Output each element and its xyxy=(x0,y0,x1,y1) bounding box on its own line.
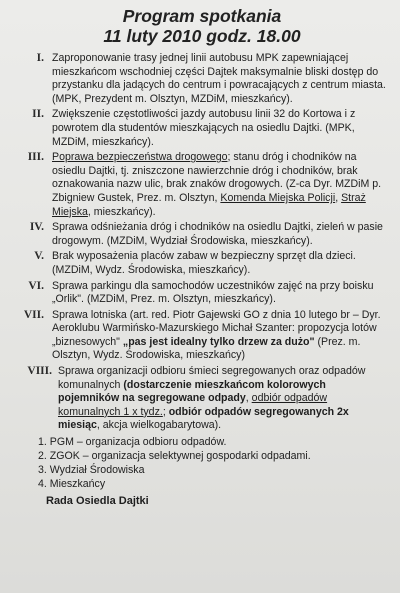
item-number: III. xyxy=(27,151,44,164)
underlined-text: odbiór odpadów komunalnych 1 x tydz. xyxy=(58,392,328,418)
item-text xyxy=(52,151,390,219)
bold-text: odbiór odpadów segregowanych 2x miesiąc xyxy=(58,405,349,432)
agenda-item-1 xyxy=(14,52,390,106)
list-item: 2. ZGOK – organizacja selektywnej gospodarki odpadami. xyxy=(38,450,311,463)
underlined-text: Poprawa bezpieczeństwa drogowego xyxy=(52,151,228,164)
document-title xyxy=(14,6,390,46)
agenda-item-4 xyxy=(14,221,390,248)
item-text: Brak wyposażenia placów zabaw w bezpieczny sprzęt dla dzieci. (MZDiM, Wydz. Środowiska, mieszkańcy). xyxy=(52,250,356,276)
item-number: V. xyxy=(34,250,44,263)
list-item: 4. Mieszkańcy xyxy=(38,478,106,491)
item-number: VII. xyxy=(23,308,44,321)
body-text: ; xyxy=(162,405,169,418)
item-text: Zaproponowanie trasy jednej linii autobusu MPK zapewniającej mieszkańcom wschodniej części Dajtek maksymalnie bliski dostęp do przystanku dla jadących do centrum i powracających z centrum miasta.(MPK, Prezydent m. Olsztyn, MZDiM, mieszkańcy). xyxy=(52,52,386,105)
agenda-list xyxy=(14,52,390,433)
agenda-item-5 xyxy=(14,250,390,277)
signature: Rada Osiedla Dajtki xyxy=(46,495,149,508)
bold-text: (dostarczenie mieszkańcom kolorowych pojemników na segregowane odpady xyxy=(58,378,326,405)
title-line-1: Program spotkania xyxy=(122,6,282,26)
agenda-item-7 xyxy=(14,309,390,363)
body-text: , xyxy=(245,392,252,405)
body-text: , mieszkańcy). xyxy=(87,205,156,218)
body-text: , xyxy=(335,191,342,204)
item-number: II. xyxy=(32,108,44,121)
body-text: Sprawa lotniska (art. red. Piotr Gajewski GO z dnia 10 lutego br – Dyr. Aeroklubu Warmińsko-Mazurskiego Michał Szanter: propozycja lotów „biznesowych" xyxy=(52,308,381,348)
item-number: VIII. xyxy=(27,365,52,378)
title-line-2: 11 luty 2010 godz. 18.00 xyxy=(103,26,301,46)
responsible-parties-list xyxy=(38,435,390,491)
body-text: ; stanu dróg i chodników na osiedlu Dajtki, tj. zniszczone nawierzchnie dróg i chodników, brak oznakowania nazw ulic, brak znaków drogowych. (Z-ca Dyr. MZDiM p. Zbigniew Gustek, Prez. m. Olsztyn, xyxy=(52,151,382,204)
agenda-item-3 xyxy=(14,151,390,219)
item-text: Sprawa parkingu dla samochodów uczestników zajęć na przy boisku „Orlik". (MZDiM, Prez. m. Olsztyn, mieszkańcy). xyxy=(52,279,374,306)
item-number: VI. xyxy=(28,279,44,292)
item-text: Sprawa odśnieżania dróg i chodników na osiedlu Dajtki, zieleń w pasie drogowym. (MZDiM, Wydział Środowiska, mieszkańcy). xyxy=(52,221,383,247)
item-number: IV. xyxy=(29,221,44,234)
item-text xyxy=(52,309,390,363)
underlined-text: Straż Miejska xyxy=(52,191,366,218)
agenda-item-6 xyxy=(14,280,390,307)
body-text: , akcja wielkogabarytowa). xyxy=(96,419,222,432)
item-text xyxy=(58,365,390,433)
agenda-item-2 xyxy=(14,108,390,149)
list-item: 1. PGM – organizacja odbioru odpadów. xyxy=(38,436,227,449)
list-item: 3. Wydział Środowiska xyxy=(38,464,145,477)
item-number: I. xyxy=(36,52,44,64)
bold-quote: „pas jest idealny tylko drzew za dużo" xyxy=(122,335,315,348)
agenda-item-8 xyxy=(14,365,390,433)
body-text: (Prez. m. Olsztyn, Wydz. Środowiska, mieszkańcy) xyxy=(52,335,361,362)
item-text: Zwiększenie częstotliwości jazdy autobusu linii 32 do Kortowa i z powrotem dla studentów mieszkających na osiedlu Dajtki. (MPK, MZDiM, mieszkańcy). xyxy=(52,108,356,148)
underlined-text: Komenda Miejska Policji xyxy=(220,191,336,204)
body-text: Sprawa organizacji odbioru śmieci segregowanych oraz odpadów komunalnych xyxy=(58,365,366,391)
